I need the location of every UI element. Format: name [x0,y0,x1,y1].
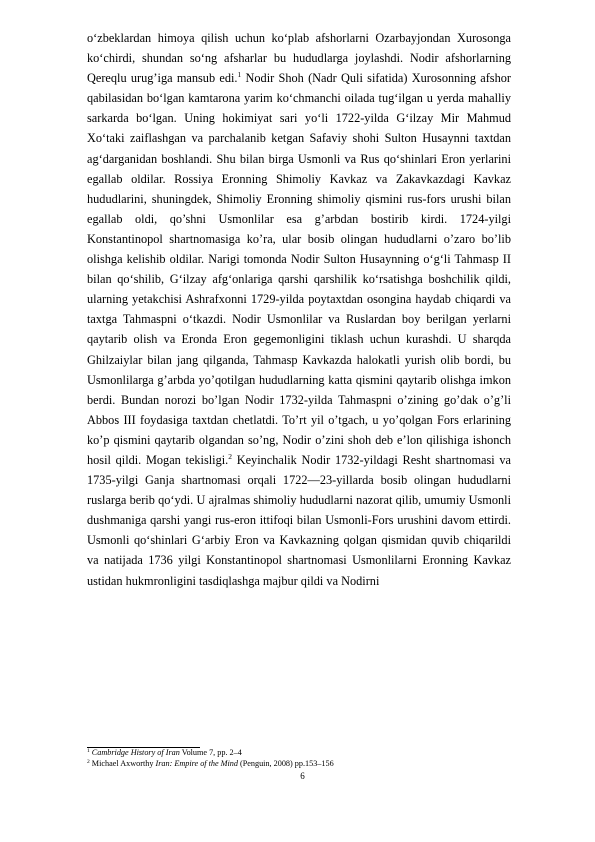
footnote-rest: Volume 7, pp. 2–4 [179,748,242,757]
footnote-title: Iran: Empire of the Mind [155,758,238,768]
footnote-title: Cambridge History of Iran [91,748,180,757]
footnote-number: 1 [87,748,90,754]
footnote-ref-2[interactable]: 2 [228,451,232,461]
page-number: 6 [300,771,305,781]
paragraph [87,28,511,591]
footnote-ref-1[interactable]: 1 [237,70,242,80]
footnotes [87,748,511,769]
footnote-author: Michael Axworthy [91,758,156,768]
footnote-rest: (Penguin, 2008) pp.153–156 [237,758,334,768]
footnote-1 [87,748,511,759]
footnote-2 [87,759,511,770]
body-text [87,28,511,591]
paragraph-part: Nodir Shoh (Nadr Quli sifatida) Xurosonning afshor qabilasidan boʻlgan kamtarona yarim koʻchmanchi oilada tugʻilgan u yerda mahalliy sarkarda boʻlgan. Uning hokimiyat sari yoʻli 1722-yilda Gʻilzay Mir Mahmud Xoʻtaki zaiflashgan va parchalanib ketgan Safaviy shohi Sulton Husaynni taxtdan agʻdarganidan boshlandi. Shu bilan birga Usmonli va Rus qoʻshinlari Eron yerlarini egallab oldilar. Rossiya Eronning Shimoliy Kavkaz va Zakavkazdagi Kavkaz hududlarini, shuningdek, Shimoliy Eronning shimoliy qismini rus-fors urushi bilan egallab oldi, qo’shni Usmonlilar esa g’arbdan bostirib kirdi. 1724-yilgi Konstantinopol shartnomasiga ko’ra, ular bosib olingan hududlarni o’zaro bo’lib olishga kelishib oldilar. Narigi tomonda Nodir Sulton Husaynning oʻgʻli Tahmasp II bilan qoʻshilib, Gʻilzay afgʻonlariga qarshi qarshilik koʻrsatishga boshchilik qildi, ularning yetakchisi Ashrafxonni 1729-yilda poytaxtdan osongina haydab chiqardi va taxtga Tahmaspni oʻtkazdi. Nodir Usmonlilar va Ruslardan boy berilgan yerlarni qaytarib olish va Eronda Eron gegemonligini tiklash uchun kurashdi. U sharqda Ghilzaiylar bilan jang qilganda, Tahmasp Kavkazda halokatli yurish olib bordi, bu Usmonlilarga g’arbda yo’qotilgan hududlarning katta qismini qaytarib olishga imkon berdi. Bundan norozi bo’lgan Nodir 1732-yilda Tahmaspni o’zining go’dak o’g’li Abbos III foydasiga taxtdan chetlatdi. To’rt yil o’tgach, u yo’qolgan Fors erlarining ko’p qismini qaytarib olgandan so’ng, Nodir o’zini shoh deb e’lon qilishiga ishonch hosil qildi. Mogan tekisligi. [87,71,511,467]
paragraph-part: oʻzbeklardan himoya qilish uchun koʻplab afshorlarni Ozarbayjondan Xurosonga koʻchirdi, shundan soʻng afsharlar bu hududlarga joylashdi. Nodir afshorlarning Qereqlu urug’iga mansub edi. [87,31,511,86]
footnote-number: 2 [87,758,90,765]
paragraph-part: Keyinchalik Nodir 1732-yildagi Resht shartnomasi va 1735-yilgi Ganja shartnomasi orqali 1722—23-yillarda bosib olingan hududlarni ruslarga berib qoʻydi. U ajralmas shimoliy hududlarni nazorat qilib, umumiy Usmonli dushmaniga qarshi yangi rus-eron ittifoqi bilan Usmonli-Fors urushini davom ettirdi. Usmonli qoʻshinlari Gʻarbiy Eron va Kavkazning qolgan qismidan quvib chiqarildi va natijada 1736 yilgi Konstantinopol shartnomasi Usmonlilarni Eronning Kavkaz ustidan hukmronligini tasdiqlashga majbur qildi va Nodirni [87,452,511,588]
